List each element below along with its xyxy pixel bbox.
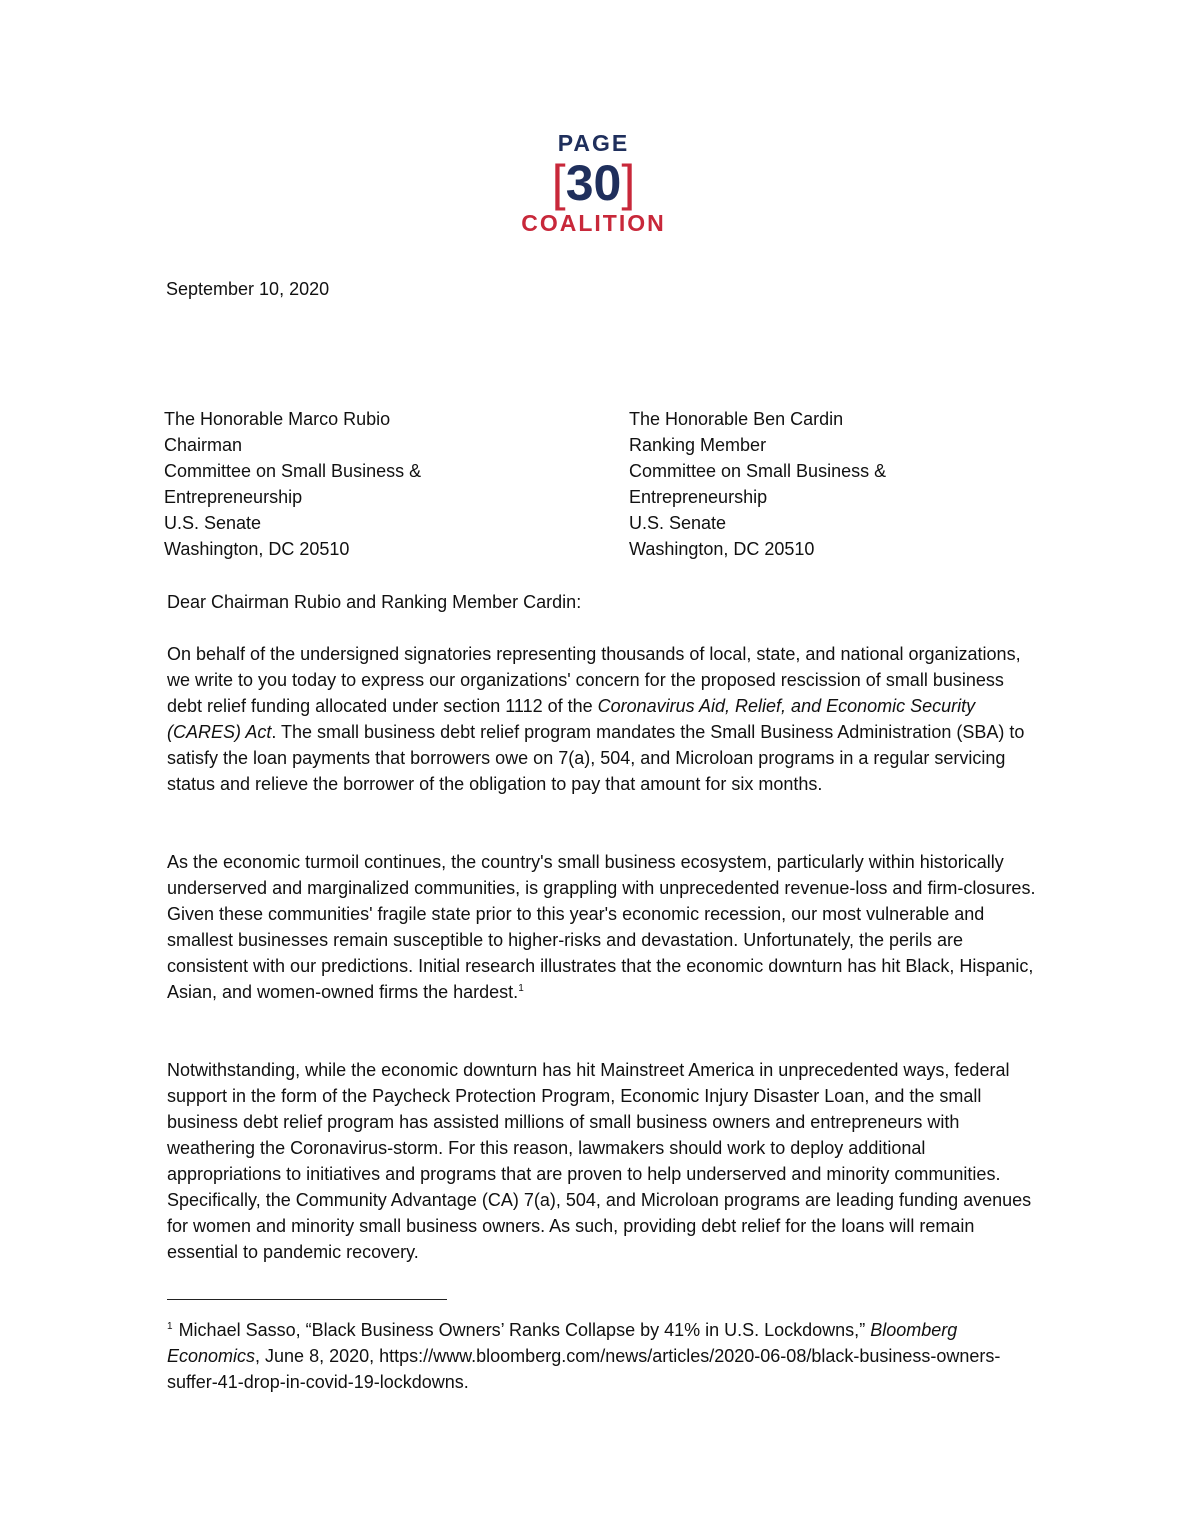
logo-bracket-right: ] xyxy=(621,155,636,211)
recipient-name: The Honorable Ben Cardin xyxy=(629,409,844,429)
recipient-title: Ranking Member xyxy=(629,435,767,455)
paragraph-text: On behalf of the undersigned signatories representing thousands of local, state, and national organizations, we write to you today to express our organizations' concern for the proposed rescission of small business debt relief funding allocated under section 1112 of the xyxy=(167,644,1021,716)
body-paragraph-1 xyxy=(167,641,1037,797)
logo-bracket-left: [ xyxy=(551,155,566,211)
recipient-body: U.S. Senate xyxy=(629,513,727,533)
footnote-reference[interactable]: 1 xyxy=(518,983,524,994)
recipient-committee-cont: Entrepreneurship xyxy=(164,487,303,507)
paragraph-text: As the economic turmoil continues, the country's small business ecosystem, particularly within historically underserved and marginalized communities, is grappling with unprecedented revenue-loss and firm-closures. Given these communities' fragile state prior to this year's economic recession, our most vulnerable and smallest businesses remain susceptible to higher-risks and devastation. Unfortunately, the perils are consistent with our predictions. Initial research illustrates that the economic downturn has hit Black, Hispanic, Asian, and women-owned firms the hardest. xyxy=(167,852,1036,1002)
footnote-text: Michael Sasso, “Black Business Owners’ Ranks Collapse by 41% in U.S. Lockdowns,” xyxy=(178,1320,871,1340)
recipient-committee: Committee on Small Business & xyxy=(164,461,422,481)
recipient-committee-cont: Entrepreneurship xyxy=(629,487,768,507)
recipient-city: Washington, DC 20510 xyxy=(164,539,350,559)
salutation: Dear Chairman Rubio and Ranking Member Cardin: xyxy=(167,592,582,612)
recipient-title: Chairman xyxy=(164,435,243,455)
act-title: Coronavirus Aid, Relief, and Economic Security (CARES) Act xyxy=(167,696,976,742)
footnote-number: 1 xyxy=(167,1321,173,1332)
footnote-publication: Bloomberg Economics xyxy=(167,1320,958,1366)
logo-page-text: PAGE xyxy=(557,130,630,156)
paragraph-text: . The small business debt relief program mandates the Small Business Administration (SBA) to satisfy the loan payments that borrowers owe on 7(a), 504, and Microloan programs in a regular servicing status and relieve the borrower of the obligation to pay that amount for six months. xyxy=(167,722,1025,794)
footnote-divider xyxy=(167,1299,447,1300)
logo-coalition-text: COALITION xyxy=(521,210,666,236)
logo-number: 30 xyxy=(565,155,622,211)
body-paragraph-3: Notwithstanding, while the economic downturn has hit Mainstreet America in unprecedented ways, federal support in the form of the Paycheck Protection Program, Economic Injury Disaster Loan, and the small business debt relief program has assisted millions of small business owners and entrepreneurs with weathering the Coronavirus-storm. For this reason, lawmakers should work to deploy additional appropriations to initiatives and programs that are proven to help underserved and minority communities. Specifically, the Community Advantage (CA) 7(a), 504, and Microloan programs are leading funding avenues for women and minority small business owners. As such, providing debt relief for the loans will remain essential to pandemic recovery. xyxy=(167,1060,1032,1262)
recipient-address-cardin xyxy=(629,406,1059,562)
recipient-name: The Honorable Marco Rubio xyxy=(164,409,391,429)
letter-date: September 10, 2020 xyxy=(166,279,330,299)
recipient-body: U.S. Senate xyxy=(164,513,262,533)
recipient-address-rubio xyxy=(164,406,594,562)
recipient-committee: Committee on Small Business & xyxy=(629,461,887,481)
logo-number-row xyxy=(0,156,1187,210)
footnote-1 xyxy=(167,1317,1037,1395)
recipient-city: Washington, DC 20510 xyxy=(629,539,815,559)
body-paragraph-2 xyxy=(167,849,1037,1005)
footnote-text-url: , June 8, 2020, https://www.bloomberg.com/news/articles/2020-06-08/black-business-owners-suffer-41-drop-in-covid-19-lockdowns. xyxy=(167,1346,1001,1392)
page-30-coalition-logo xyxy=(0,128,1187,238)
